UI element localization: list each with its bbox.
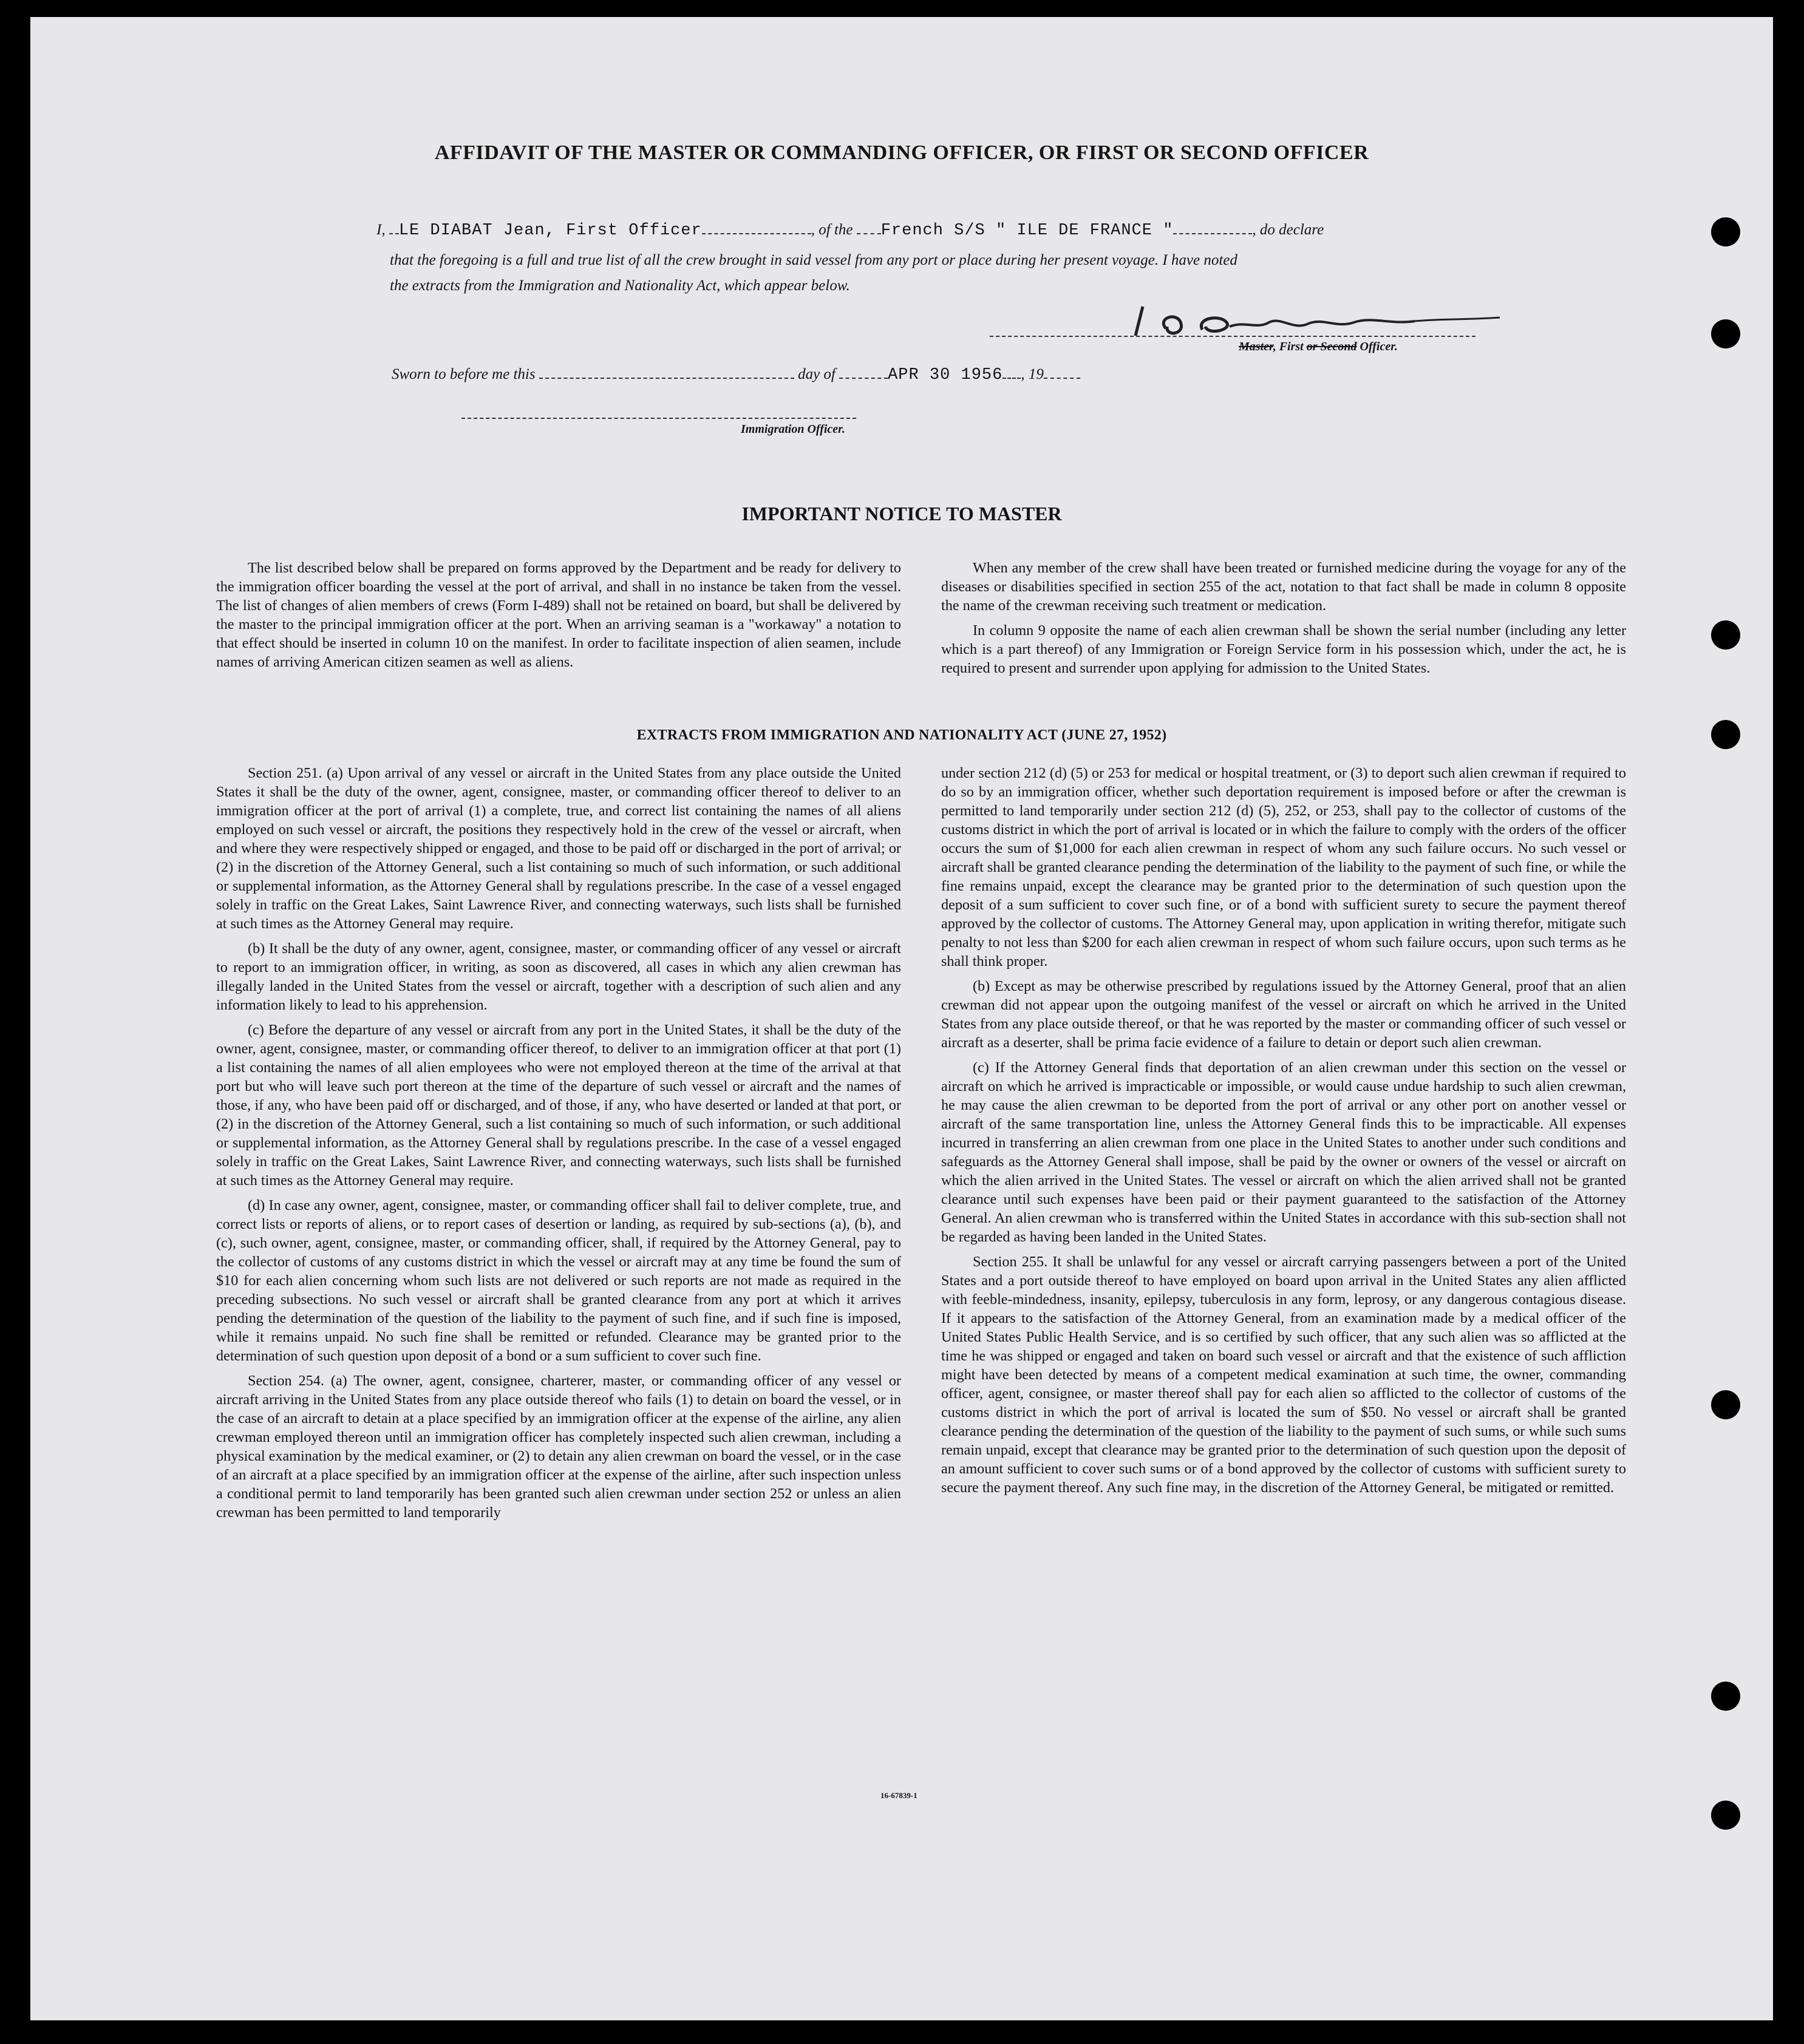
immigration-officer-line — [461, 418, 856, 419]
act-paragraph: Section 254. (a) The owner, agent, consignee, charterer, master, or commanding officer of any vessel or aircraft arriving in the United States from any place outside thereof who fails (1) to detain on board the vessel, or in the case of an aircraft to detain at a place specified by an immigration officer at the expense of the airline, any alien crewman employed thereon until an immigration officer has completely inspected such alien crewman, including a physical examination by the medical examiner, or (2) to detain any alien crewman on board the vessel, or in the case of an aircraft at a place specified by an immigration officer at the expense of the airline, after such inspection unless a conditional permit to land temporarily has been granted such alien crewman under section 252 or unless an alien crewman has been permitted to land temporarily — [216, 1373, 901, 1521]
extracts-heading: EXTRACTS FROM IMMIGRATION AND NATIONALITY ACT (JUNE 27, 1952) — [636, 727, 1167, 743]
act-paragraph: Section 255. It shall be unlawful for any vessel or aircraft carrying passengers between a port of the United States and a port outside thereof to have employed on board upon arrival in the United States any alien afflicted with feeble-mindedness, insanity, epilepsy, tuberculosis in any form, leprosy, or any dangerous contagious disease. If it appears to the satisfaction of the Attorney General, from an examination made by a medical officer of the United States Public Health Service, and is so certified by such officer, that any such alien was so afflicted at the time he was shipped or engaged and taken on board such vessel or aircraft and that the existence of such affliction might have been detected by means of a competent medical examination at such time, the owner, commanding officer, agent, consignee, or master thereof shall pay for each alien so afflicted to the collector of customs of the customs district in which the port of arrival is located the sum of $50. No vessel or aircraft shall be granted clearance pending the determination of the question of the liability to the payment of such sums, or while such sums remain unpaid, except that clearance may be granted prior to the determination of such question upon the deposit of an amount sufficient to cover such sums or of a bond approved by the collector of customs with sufficient surety to secure the payment thereof. Any such fine may, in the discretion of the Attorney General, be mitigated or remitted. — [941, 1254, 1626, 1496]
date-stamp: APR 30 1956 — [888, 366, 1003, 384]
signature-line — [990, 336, 1476, 337]
notice-paragraph: In column 9 opposite the name of each alien crewman shall be shown the serial number (including any letter which is a part thereof) of any Immigration or Foreign Service form in his possession which, under the act, he is required to present and surrender upon applying for admission to the United States. — [941, 622, 1626, 676]
notice-heading: IMPORTANT NOTICE TO MASTER — [741, 503, 1062, 525]
sworn-year-prefix: , 19 — [1021, 366, 1044, 382]
declaration-i: I, — [376, 222, 386, 238]
act-paragraph: (b) Except as may be otherwise prescribed by regulations issued by the Attorney General, proof that an alien crewman did not appear upon the outgoing manifest of the vessel or aircraft on which he arrived in the United States from any place outside thereof, or that he was reported by the master or commanding officer of such vessel or aircraft as a deserter, shall be prima facie evidence of a failure to detain or deport such alien crewman. — [941, 978, 1626, 1051]
signature-caption-first: , First — [1273, 340, 1304, 353]
declaration-do-declare: , do declare — [1252, 222, 1324, 238]
form-number: 16-67839-1 — [880, 1791, 917, 1800]
extracts-left-column — [216, 764, 901, 1528]
declaration-of-the: , of the — [811, 222, 853, 238]
extracts-right-column — [941, 764, 1626, 1503]
notice-left-column — [216, 559, 901, 677]
act-paragraph: (c) If the Attorney General finds that deportation of an alien crewman under this section on the vessel or aircraft on which he arrived is impracticable or impossible, or would cause undue hardship to such alien crewman, he may cause the alien crewman to be deported from the port of arrival or any other port on another vessel or aircraft of the same transportation line, unless the Attorney General finds this to be impracticable. All expenses incurred in transferring an alien crewman from one place in the United States to another under such conditions and safeguards as the Attorney General shall impose, shall be paid by the owner or owners of the vessel or aircraft on which the alien arrived in the United States. The vessel or aircraft on which the alien arrived shall not be granted clearance until such expenses have been paid or their payment guaranteed to the satisfaction of the Attorney General. An alien crewman who is transferred within the United States in accordance with this sub-section shall not be regarded as having been landed in the United States. — [941, 1059, 1626, 1245]
officer-name-field: LE DIABAT Jean, First Officer — [398, 222, 702, 240]
punch-hole — [1711, 217, 1740, 246]
punch-hole — [1711, 1801, 1740, 1830]
immigration-officer-caption: Immigration Officer. — [741, 423, 845, 436]
act-paragraph: Section 251. (a) Upon arrival of any vessel or aircraft in the United States from any place outside the United States it shall be the duty of the owner, agent, consignee, master, or commanding officer thereof to deliver to an immigration officer at the port of arrival (1) a complete, true, and correct list containing the names of all aliens employed on such vessel or aircraft, the positions they respectively hold in the crew of the vessel or aircraft, when and where they were respectively shipped or engaged, and those to be paid off or discharged in the port of arrival; or (2) in the discretion of the Attorney General, such a list containing so much of such information, or such additional or supplemental information, as the Attorney General shall by regulations prescribe. In the case of a vessel engaged solely in traffic on the Great Lakes, Saint Lawrence River, and connecting waterways, such lists shall be furnished at such times as the Attorney General may require. — [216, 765, 901, 932]
punch-hole — [1711, 1682, 1740, 1711]
sworn-line — [392, 362, 1080, 388]
punch-hole — [1711, 319, 1740, 348]
punch-hole — [1711, 620, 1740, 650]
declaration-line-3: the extracts from the Immigration and Nationality Act, which appear below. — [390, 277, 850, 294]
act-paragraph: (c) Before the departure of any vessel or aircraft from any port in the United States, it shall be the duty of the owner, agent, consignee, master, or commanding officer thereof, to deliver to an immigration officer at that port (1) a list containing the names of all alien employees who were not employed thereon at the time of the arrival at that port but who will leave such port thereon at the time of the departure of such vessel or aircraft and the names of those, if any, who have been paid off or discharged, and of those, if any, who have deserted or landed at that port, or (2) in the discretion of the Attorney General, such a list containing so much of such information, or such additional or supplemental information, as the Attorney General shall by regulations prescribe. In the case of a vessel engaged solely in traffic on the Great Lakes, Saint Lawrence River, and connecting waterways, such lists shall be furnished at such times as the Attorney General may require. — [216, 1022, 901, 1189]
signature-caption-master: Master — [1239, 340, 1273, 353]
signature-caption-officer: Officer. — [1356, 340, 1398, 353]
act-paragraph: under section 212 (d) (5) or 253 for medical or hospital treatment, or (3) to deport such alien crewman if required to do so by an immigration officer, whether such deportation requirement is imposed before or after the crewman is permitted to land temporarily under section 212 (d) (5), 252, or 253, shall pay to the collector of customs of the customs district in which the port of arrival is located or in which the failure to comply with the orders of the officer occurs the sum of $1,000 for each alien crewman in respect of whom any such failure occurs. No such vessel or aircraft shall be granted clearance pending the determination of the liability to the payment of such fine, or while the fine remains unpaid, except the clearance may be granted prior to the determination of such question upon the deposit of a sum sufficient to cover such fine, or of a bond with sufficient surety to secure the payment thereof approved by the collector of customs. The Attorney General may, upon application in writing therefor, mitigate such penalty to not less than $200 for each alien crewman in respect of whom such failure occurs, upon such terms as he shall think proper. — [941, 765, 1626, 969]
signature-caption-second: or Second — [1306, 340, 1357, 353]
declaration-line — [376, 217, 1324, 243]
document-page — [30, 17, 1773, 2020]
vessel-name-field: French S/S " ILE DE FRANCE " — [880, 222, 1174, 240]
notice-right-column — [941, 559, 1626, 684]
sworn-prefix: Sworn to before me this — [392, 366, 536, 382]
declaration-line-2: that the foregoing is a full and true list of all the crew brought in said vessel from any port or place during her present voyage. I have noted — [390, 252, 1237, 268]
sworn-day-of: day of — [798, 366, 836, 382]
page-title: AFFIDAVIT OF THE MASTER OR COMMANDING OFFICER, OR FIRST OR SECOND OFFICER — [434, 141, 1369, 164]
punch-hole — [1711, 1390, 1740, 1419]
signature-caption — [1239, 340, 1398, 354]
notice-paragraph: When any member of the crew shall have been treated or furnished medicine during the voyage for any of the diseases or disabilities specified in section 255 of the act, notation to that fact shall be made in column 8 opposite the name of the crewman receiving such treatment or medication. — [941, 560, 1626, 614]
act-paragraph: (b) It shall be the duty of any owner, agent, consignee, master, or commanding officer of any vessel or aircraft to report to an immigration officer, in writing, as soon as discovered, all cases in which any alien crewman has illegally landed in the United States from the vessel or aircraft, together with a description of such alien and any information likely to lead to his apprehension. — [216, 940, 901, 1013]
notice-paragraph: The list described below shall be prepared on forms approved by the Department and be ready for delivery to the immigration officer boarding the vessel at the port of arrival, and shall in no instance be taken from the vessel. The list of changes of alien members of crews (Form I-489) shall not be retained on board, but shall be delivered by the master to the principal immigration officer at the port. When an arriving seaman is a "workaway" a notation to that effect should be inserted in column 10 on the manifest. In order to facilitate inspection of alien seamen, include names of arriving American citizen seamen as well as aliens. — [216, 560, 901, 670]
act-paragraph: (d) In case any owner, agent, consignee, master, or commanding officer shall fail to deliver complete, true, and correct lists or reports of aliens, or to report cases of desertion or landing, as required by sub-sections (a), (b), and (c), such owner, agent, consignee, master, or commanding officer, shall, if required by the Attorney General, pay to the collector of customs of any customs district in which the vessel or aircraft may at any time be found the sum of $10 for each alien concerning whom such lists are not delivered or such reports are not made as required in the preceding subsections. No such vessel or aircraft shall be granted clearance from any port at which it arrives pending the determination of the question of the liability to the payment of such fine, and if such fine is imposed, while it remains unpaid. No such fine shall be remitted or refunded. Clearance may be granted prior to the determination of such question upon deposit of a bond or a sum sufficient to cover such fine. — [216, 1197, 901, 1364]
